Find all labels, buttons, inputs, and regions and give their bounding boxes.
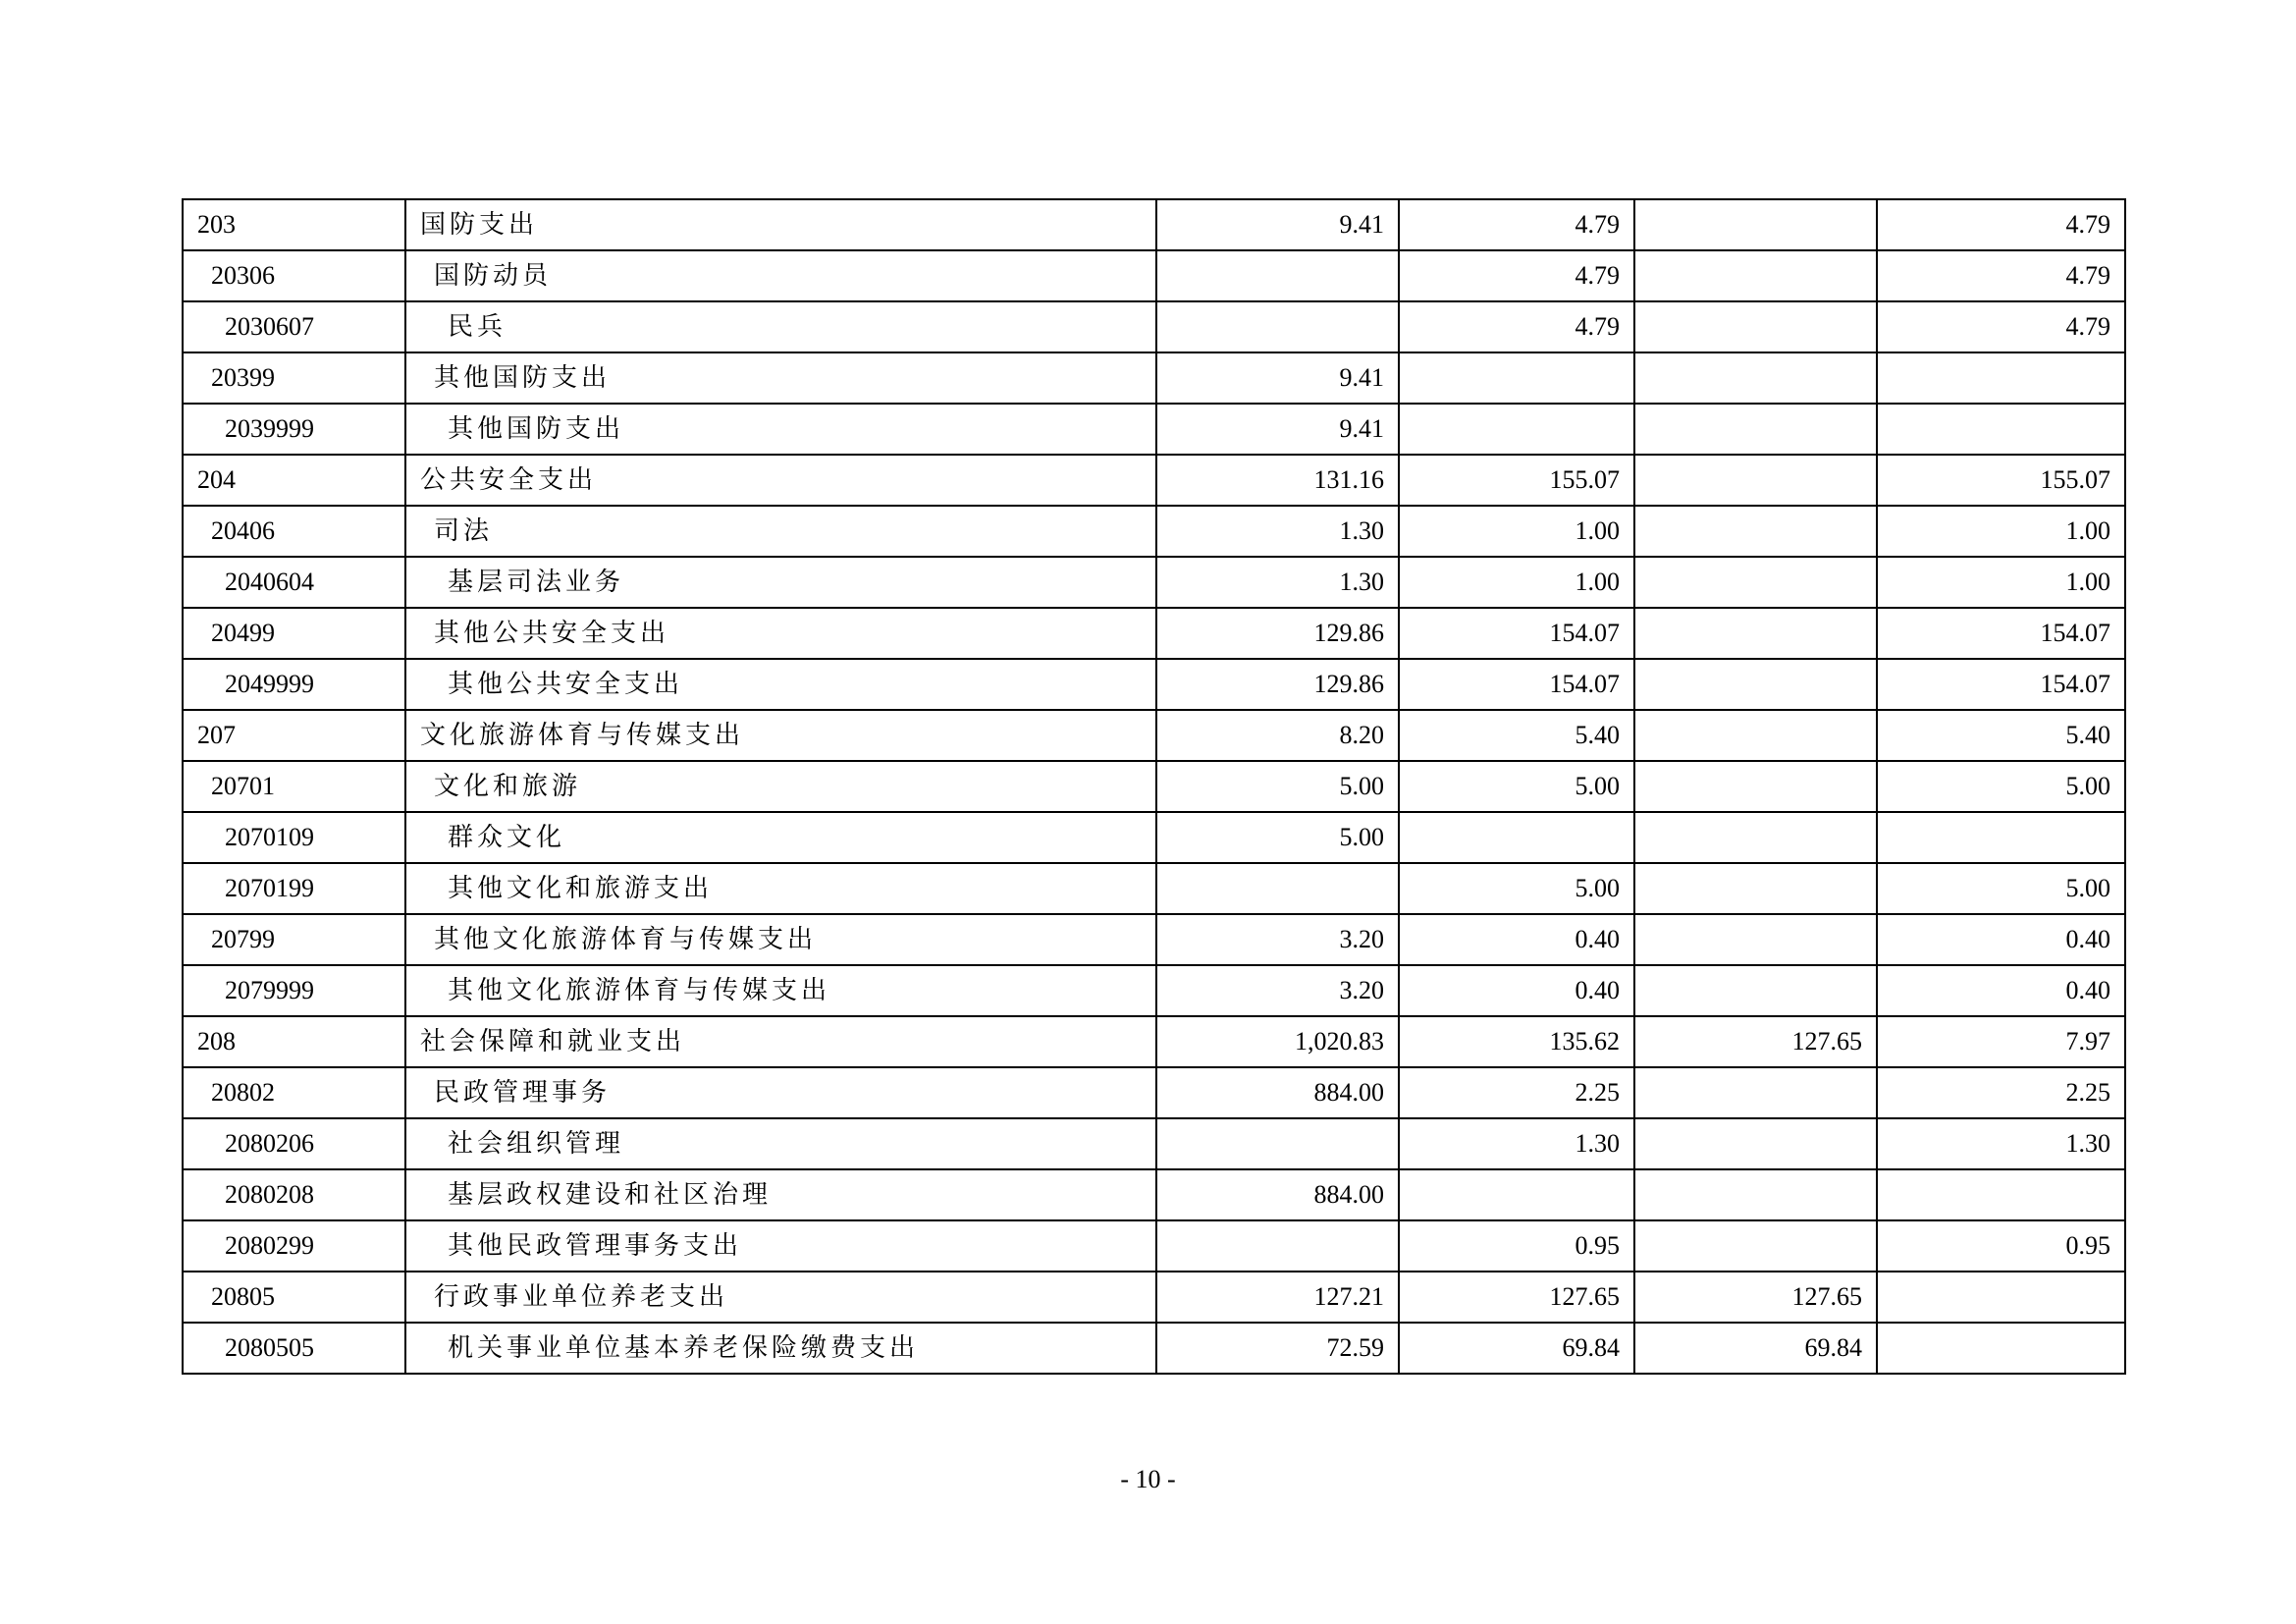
subject-name-cell: 民政管理事务 xyxy=(405,1067,1156,1118)
subject-name-cell: 国防动员 xyxy=(405,250,1156,301)
table-row xyxy=(183,1118,2125,1169)
amount-cell-1: 129.86 xyxy=(1156,608,1399,659)
amount-cell-1 xyxy=(1156,1118,1399,1169)
table-row xyxy=(183,250,2125,301)
subject-code-cell: 20406 xyxy=(183,506,405,557)
amount-cell-2: 1.00 xyxy=(1399,557,1634,608)
amount-cell-1 xyxy=(1156,1220,1399,1272)
table-row xyxy=(183,455,2125,506)
amount-cell-3 xyxy=(1634,250,1877,301)
amount-cell-1: 5.00 xyxy=(1156,761,1399,812)
subject-code-cell: 2080208 xyxy=(183,1169,405,1220)
amount-cell-4 xyxy=(1877,352,2125,404)
amount-cell-1 xyxy=(1156,863,1399,914)
amount-cell-3 xyxy=(1634,557,1877,608)
expenditure-table xyxy=(182,198,2126,1375)
amount-cell-2 xyxy=(1399,404,1634,455)
amount-cell-4: 1.30 xyxy=(1877,1118,2125,1169)
table-row xyxy=(183,1067,2125,1118)
amount-cell-3 xyxy=(1634,199,1877,250)
subject-code-cell: 2030607 xyxy=(183,301,405,352)
subject-name-cell: 其他文化和旅游支出 xyxy=(405,863,1156,914)
amount-cell-1: 3.20 xyxy=(1156,914,1399,965)
subject-code-cell: 20799 xyxy=(183,914,405,965)
amount-cell-2: 155.07 xyxy=(1399,455,1634,506)
table-row xyxy=(183,710,2125,761)
amount-cell-2: 135.62 xyxy=(1399,1016,1634,1067)
subject-code-cell: 204 xyxy=(183,455,405,506)
amount-cell-3 xyxy=(1634,761,1877,812)
amount-cell-4: 2.25 xyxy=(1877,1067,2125,1118)
amount-cell-1 xyxy=(1156,301,1399,352)
amount-cell-1: 1.30 xyxy=(1156,506,1399,557)
table-row xyxy=(183,404,2125,455)
amount-cell-2: 1.30 xyxy=(1399,1118,1634,1169)
amount-cell-3 xyxy=(1634,710,1877,761)
subject-name-cell: 国防支出 xyxy=(405,199,1156,250)
subject-name-cell: 其他公共安全支出 xyxy=(405,608,1156,659)
amount-cell-1: 129.86 xyxy=(1156,659,1399,710)
table-row xyxy=(183,506,2125,557)
table-row xyxy=(183,352,2125,404)
page-number: - 10 - xyxy=(1120,1465,1176,1493)
amount-cell-4: 4.79 xyxy=(1877,301,2125,352)
table-row xyxy=(183,761,2125,812)
table-row xyxy=(183,965,2125,1016)
amount-cell-2: 4.79 xyxy=(1399,250,1634,301)
subject-code-cell: 2080206 xyxy=(183,1118,405,1169)
amount-cell-3 xyxy=(1634,404,1877,455)
table-row xyxy=(183,608,2125,659)
amount-cell-4: 1.00 xyxy=(1877,506,2125,557)
amount-cell-4: 154.07 xyxy=(1877,608,2125,659)
amount-cell-4 xyxy=(1877,404,2125,455)
amount-cell-2: 5.40 xyxy=(1399,710,1634,761)
subject-name-cell: 基层政权建设和社区治理 xyxy=(405,1169,1156,1220)
amount-cell-4: 7.97 xyxy=(1877,1016,2125,1067)
subject-code-cell: 20306 xyxy=(183,250,405,301)
amount-cell-4 xyxy=(1877,1323,2125,1374)
amount-cell-2: 4.79 xyxy=(1399,199,1634,250)
amount-cell-2: 4.79 xyxy=(1399,301,1634,352)
amount-cell-1 xyxy=(1156,250,1399,301)
amount-cell-4: 4.79 xyxy=(1877,250,2125,301)
subject-name-cell: 司法 xyxy=(405,506,1156,557)
table-row xyxy=(183,659,2125,710)
amount-cell-1: 5.00 xyxy=(1156,812,1399,863)
subject-code-cell: 2080299 xyxy=(183,1220,405,1272)
amount-cell-4: 1.00 xyxy=(1877,557,2125,608)
amount-cell-4 xyxy=(1877,812,2125,863)
amount-cell-1: 9.41 xyxy=(1156,352,1399,404)
amount-cell-3 xyxy=(1634,608,1877,659)
amount-cell-4 xyxy=(1877,1169,2125,1220)
amount-cell-4: 155.07 xyxy=(1877,455,2125,506)
subject-code-cell: 20701 xyxy=(183,761,405,812)
table-row xyxy=(183,1016,2125,1067)
amount-cell-1: 131.16 xyxy=(1156,455,1399,506)
subject-code-cell: 2049999 xyxy=(183,659,405,710)
amount-cell-4: 0.95 xyxy=(1877,1220,2125,1272)
subject-code-cell: 2079999 xyxy=(183,965,405,1016)
subject-name-cell: 其他民政管理事务支出 xyxy=(405,1220,1156,1272)
amount-cell-3 xyxy=(1634,1169,1877,1220)
subject-name-cell: 公共安全支出 xyxy=(405,455,1156,506)
table-row xyxy=(183,863,2125,914)
subject-code-cell: 2070199 xyxy=(183,863,405,914)
amount-cell-2: 69.84 xyxy=(1399,1323,1634,1374)
amount-cell-3: 127.65 xyxy=(1634,1272,1877,1323)
subject-name-cell: 其他国防支出 xyxy=(405,352,1156,404)
subject-code-cell: 20802 xyxy=(183,1067,405,1118)
amount-cell-1: 127.21 xyxy=(1156,1272,1399,1323)
amount-cell-2 xyxy=(1399,812,1634,863)
amount-cell-3 xyxy=(1634,455,1877,506)
amount-cell-4: 5.40 xyxy=(1877,710,2125,761)
subject-name-cell: 社会保障和就业支出 xyxy=(405,1016,1156,1067)
amount-cell-4: 5.00 xyxy=(1877,863,2125,914)
amount-cell-4: 0.40 xyxy=(1877,914,2125,965)
amount-cell-2: 127.65 xyxy=(1399,1272,1634,1323)
subject-name-cell: 民兵 xyxy=(405,301,1156,352)
amount-cell-1: 8.20 xyxy=(1156,710,1399,761)
amount-cell-1: 1.30 xyxy=(1156,557,1399,608)
subject-code-cell: 20805 xyxy=(183,1272,405,1323)
subject-code-cell: 20499 xyxy=(183,608,405,659)
amount-cell-2: 0.40 xyxy=(1399,965,1634,1016)
amount-cell-3 xyxy=(1634,1118,1877,1169)
subject-name-cell: 文化和旅游 xyxy=(405,761,1156,812)
amount-cell-2: 5.00 xyxy=(1399,761,1634,812)
table-row xyxy=(183,914,2125,965)
amount-cell-2: 1.00 xyxy=(1399,506,1634,557)
table-row xyxy=(183,557,2125,608)
amount-cell-3 xyxy=(1634,506,1877,557)
expenditure-table-body xyxy=(183,199,2125,1374)
amount-cell-3 xyxy=(1634,301,1877,352)
amount-cell-1: 884.00 xyxy=(1156,1169,1399,1220)
subject-name-cell: 机关事业单位基本养老保险缴费支出 xyxy=(405,1323,1156,1374)
subject-code-cell: 207 xyxy=(183,710,405,761)
amount-cell-4 xyxy=(1877,1272,2125,1323)
amount-cell-3 xyxy=(1634,965,1877,1016)
subject-name-cell: 基层司法业务 xyxy=(405,557,1156,608)
amount-cell-3 xyxy=(1634,1067,1877,1118)
amount-cell-1: 3.20 xyxy=(1156,965,1399,1016)
amount-cell-1: 72.59 xyxy=(1156,1323,1399,1374)
subject-code-cell: 20399 xyxy=(183,352,405,404)
amount-cell-4: 154.07 xyxy=(1877,659,2125,710)
subject-code-cell: 2039999 xyxy=(183,404,405,455)
amount-cell-3: 127.65 xyxy=(1634,1016,1877,1067)
subject-name-cell: 其他文化旅游体育与传媒支出 xyxy=(405,914,1156,965)
amount-cell-2: 154.07 xyxy=(1399,659,1634,710)
subject-name-cell: 其他文化旅游体育与传媒支出 xyxy=(405,965,1156,1016)
subject-code-cell: 2070109 xyxy=(183,812,405,863)
subject-name-cell: 行政事业单位养老支出 xyxy=(405,1272,1156,1323)
amount-cell-1: 9.41 xyxy=(1156,404,1399,455)
table-row xyxy=(183,199,2125,250)
amount-cell-3 xyxy=(1634,914,1877,965)
amount-cell-1: 1,020.83 xyxy=(1156,1016,1399,1067)
table-row xyxy=(183,1272,2125,1323)
subject-code-cell: 2040604 xyxy=(183,557,405,608)
subject-name-cell: 社会组织管理 xyxy=(405,1118,1156,1169)
subject-code-cell: 203 xyxy=(183,199,405,250)
subject-code-cell: 2080505 xyxy=(183,1323,405,1374)
table-row xyxy=(183,1220,2125,1272)
table-row xyxy=(183,1323,2125,1374)
amount-cell-3 xyxy=(1634,812,1877,863)
table-row xyxy=(183,812,2125,863)
subject-name-cell: 群众文化 xyxy=(405,812,1156,863)
subject-code-cell: 208 xyxy=(183,1016,405,1067)
table-row xyxy=(183,301,2125,352)
table-row xyxy=(183,1169,2125,1220)
amount-cell-2: 5.00 xyxy=(1399,863,1634,914)
amount-cell-3 xyxy=(1634,863,1877,914)
amount-cell-1: 9.41 xyxy=(1156,199,1399,250)
amount-cell-4: 5.00 xyxy=(1877,761,2125,812)
amount-cell-4: 0.40 xyxy=(1877,965,2125,1016)
subject-name-cell: 其他公共安全支出 xyxy=(405,659,1156,710)
amount-cell-2: 2.25 xyxy=(1399,1067,1634,1118)
amount-cell-3: 69.84 xyxy=(1634,1323,1877,1374)
amount-cell-3 xyxy=(1634,1220,1877,1272)
amount-cell-3 xyxy=(1634,659,1877,710)
amount-cell-1: 884.00 xyxy=(1156,1067,1399,1118)
amount-cell-2: 154.07 xyxy=(1399,608,1634,659)
amount-cell-2 xyxy=(1399,1169,1634,1220)
subject-name-cell: 文化旅游体育与传媒支出 xyxy=(405,710,1156,761)
amount-cell-4: 4.79 xyxy=(1877,199,2125,250)
subject-name-cell: 其他国防支出 xyxy=(405,404,1156,455)
amount-cell-3 xyxy=(1634,352,1877,404)
amount-cell-2: 0.40 xyxy=(1399,914,1634,965)
amount-cell-2: 0.95 xyxy=(1399,1220,1634,1272)
amount-cell-2 xyxy=(1399,352,1634,404)
